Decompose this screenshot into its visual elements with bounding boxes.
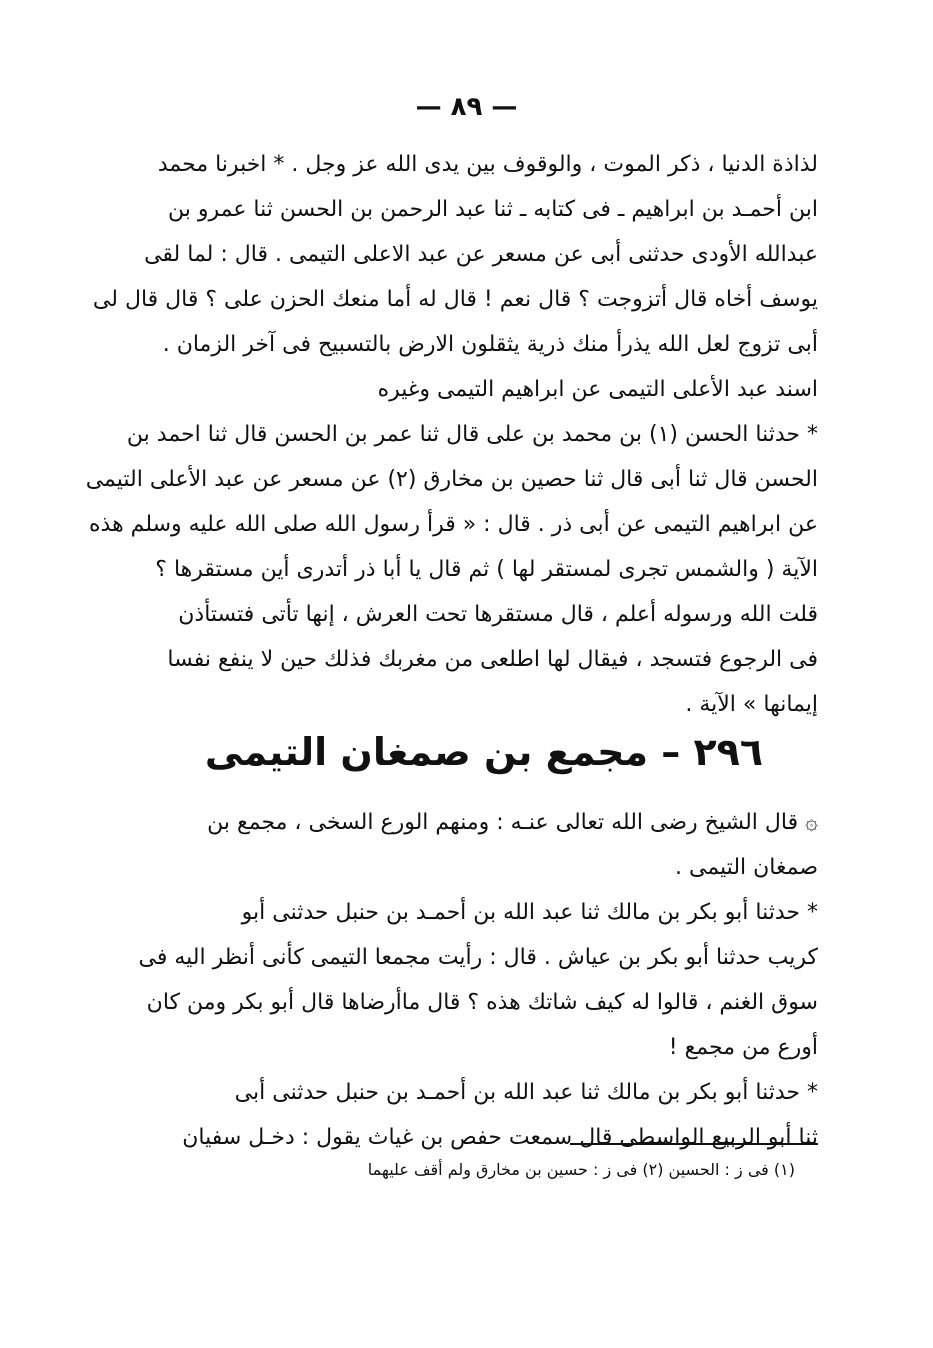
- text-line: الحسن قال ثنا أبى قال ثنا حصين بن مخارق (٢) عن مسعر عن عبد الأعلى التيمى: [85, 467, 818, 492]
- text-line: عن ابراهيم التيمى عن أبى ذر . قال : « قرأ رسول الله صلى الله عليه وسلم هذه: [89, 512, 818, 537]
- text-line: * حدثنا أبو بكر بن مالك ثنا عبد الله بن أحمـد بن حنبل حدثنى أبو: [241, 900, 818, 925]
- section-heading: ٢٩٦ – مجمع بن صمغان التيمى: [204, 730, 764, 774]
- text-line: سوق الغنم ، قالوا له كيف شاتك هذه ؟ قال ماأرضاها قال أبو بكر ومن كان: [146, 990, 818, 1015]
- text-line: يوسف أخاه قال أتزوجت ؟ قال نعم ! قال له أما منعك الحزن على ؟ قال قال لى: [92, 287, 818, 312]
- text-line: ثنا أبو الربيع الواسطى قال سمعت حفص بن غياث يقول : دخـل سفيان: [182, 1125, 818, 1150]
- text-line: * حدثنا الحسن (١) بن محمد بن على قال ثنا عمر بن الحسن قال ثنا احمد بن: [126, 422, 818, 447]
- text-line: الآية ( والشمس تجرى لمستقر لها ) ثم قال يا أبا ذر أتدرى أين مستقرها ؟: [155, 557, 818, 582]
- text-line: إيمانها » الآية .: [685, 692, 818, 717]
- text-line: أبى تزوج لعل الله يذرأ منك ذرية يثقلون الارض بالتسبيح فى آخر الزمان .: [162, 332, 818, 357]
- body-text-section-2: [138, 800, 818, 1160]
- text-line: فى الرجوع فتسجد ، فيقال لها اطلعى من مغربك فذلك حين لا ينفع نفسا: [167, 647, 818, 672]
- page-number: — ٨٩ —: [415, 92, 518, 122]
- text-line: لذاذة الدنيا ، ذكر الموت ، والوقوف بين يدى الله عز وجل . * اخبرنا محمد: [157, 152, 818, 177]
- text-line: ۞ قال الشيخ رضى الله تعالى عنـه : ومنهم الورع السخى ، مجمع بن: [207, 810, 818, 835]
- text-line: ابن أحمـد بن ابراهيم ـ فى كتابه ـ ثنا عبد الرحمن بن الحسن ثنا عمرو بن: [167, 197, 818, 222]
- text-line: كريب حدثنا أبو بكر بن عياش . قال : رأيت مجمعا التيمى كأنى أنظر اليه فى: [138, 945, 818, 970]
- text-line: أورع من مجمع !: [668, 1035, 818, 1060]
- footnote: (١) فى ز : الحسين (٢) فى ز : حسين بن مخارق ولم أقف عليهما: [367, 1160, 795, 1179]
- body-text-section-1: [85, 142, 818, 727]
- text-line: قلت الله ورسوله أعلم ، قال مستقرها تحت العرش ، إنها تأتى فتستأذن: [178, 602, 818, 627]
- text-line: * حدثنا أبو بكر بن مالك ثنا عبد الله بن أحمـد بن حنبل حدثنى أبى: [234, 1080, 818, 1105]
- footnote-divider: [570, 1143, 818, 1145]
- text-line: صمغان التيمى .: [675, 855, 818, 880]
- text-line: اسند عبد الأعلى التيمى عن ابراهيم التيمى وغيره: [377, 377, 818, 402]
- text-line: عبدالله الأودى حدثنى أبى عن مسعر عن عبد الاعلى التيمى . قال : لما لقى: [144, 242, 818, 267]
